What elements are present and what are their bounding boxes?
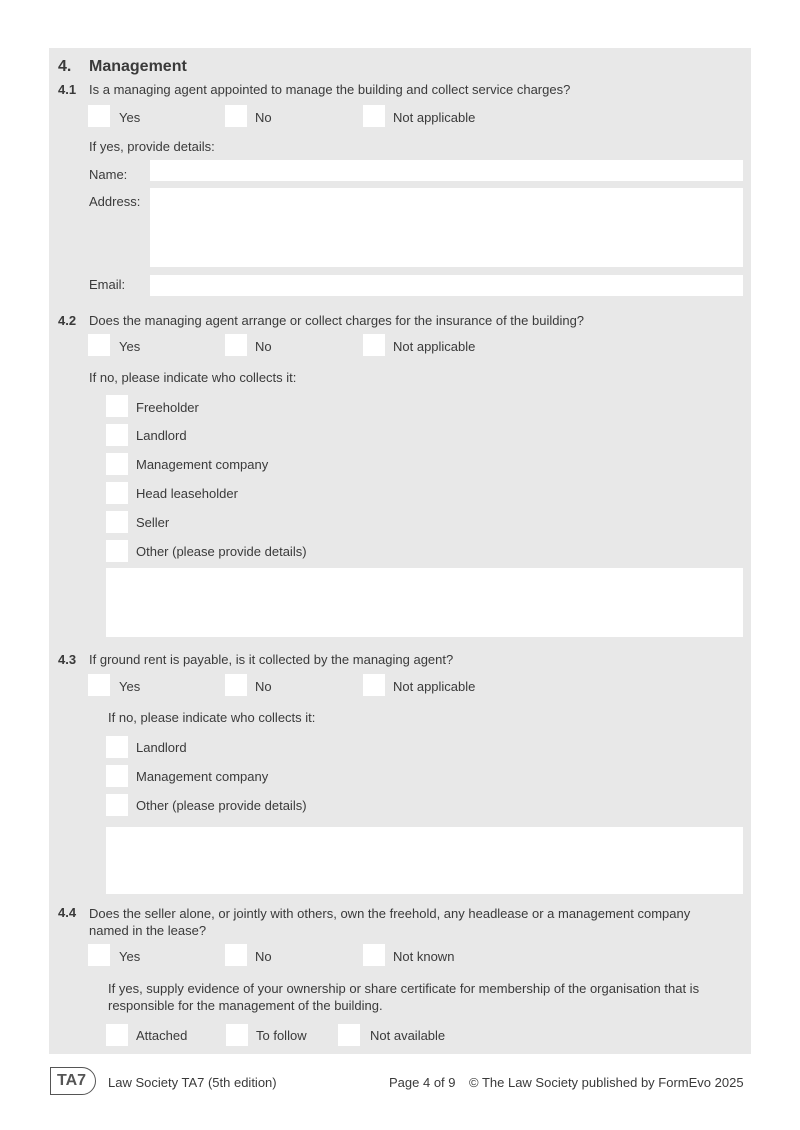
checkbox-4-2-head-leaseholder[interactable] [106,482,128,504]
checkbox-4-4-no[interactable] [225,944,247,966]
collector-label-other: Other (please provide details) [136,798,307,813]
question-number-4-4: 4.4 [58,905,77,920]
checkbox-4-2-landlord[interactable] [106,424,128,446]
question-number-4-2: 4.2 [58,313,77,328]
option-label-attached: Attached [136,1028,188,1043]
option-label-no: No [255,949,272,964]
checkbox-4-1-not-applicable[interactable] [363,105,385,127]
other-details-field-4-3[interactable] [106,827,743,894]
checkbox-4-2-seller[interactable] [106,511,128,533]
collector-label-management-company: Management company [136,769,269,784]
option-label-not-applicable: Not applicable [393,679,476,694]
option-label-no: No [255,110,272,125]
question-text-4-4: Does the seller alone, or jointly with others, own the freehold, any headlease or a management company named in the lease? [89,906,691,938]
checkbox-4-3-no[interactable] [225,674,247,696]
copyright-notice: © The Law Society published by FormEvo 2025 [469,1075,744,1090]
checkbox-4-1-no[interactable] [225,105,247,127]
checkbox-4-1-yes[interactable] [88,105,110,127]
checkbox-4-3-yes[interactable] [88,674,110,696]
checkbox-4-3-landlord[interactable] [106,736,128,758]
page-number: Page 4 of 9 [389,1075,456,1090]
name-field[interactable] [150,160,743,181]
option-label-yes: Yes [119,110,141,125]
address-field[interactable] [150,188,743,267]
checkbox-4-4-attached[interactable] [106,1024,128,1046]
checkbox-4-4-to-follow[interactable] [226,1024,248,1046]
option-label-not-known: Not known [393,949,455,964]
form-logo-text: TA7 [57,1072,87,1089]
checkbox-4-3-other[interactable] [106,794,128,816]
option-label-no: No [255,339,272,354]
checkbox-4-2-management-company[interactable] [106,453,128,475]
option-label-to-follow: To follow [256,1028,307,1043]
collector-label-seller: Seller [136,515,170,530]
name-label: Name: [89,167,128,182]
question-number-4-3: 4.3 [58,652,77,667]
option-label-not-available: Not available [370,1028,446,1043]
address-label: Address: [89,194,141,209]
details-label: If yes, provide details: [89,139,215,154]
option-label-not-applicable: Not applicable [393,339,476,354]
section-number: 4. [58,58,72,75]
other-details-field-4-2[interactable] [106,568,743,637]
if-no-label: If no, please indicate who collects it: [108,710,316,725]
question-text-4-1: Is a managing agent appointed to manage the building and collect service charges? [89,82,571,97]
collector-label-head-leaseholder: Head leaseholder [136,486,238,501]
checkbox-4-2-not-applicable[interactable] [363,334,385,356]
question-text-4-2: Does the managing agent arrange or collect charges for the insurance of the building? [89,313,585,328]
option-label-no: No [255,679,272,694]
option-label-yes: Yes [119,949,141,964]
question-number-4-1: 4.1 [58,82,77,97]
checkbox-4-4-not-available[interactable] [338,1024,360,1046]
form-logo [50,1067,96,1095]
checkbox-4-3-not-applicable[interactable] [363,674,385,696]
collector-label-landlord: Landlord [136,740,187,755]
collector-label-landlord: Landlord [136,428,187,443]
checkbox-4-4-not-known[interactable] [363,944,385,966]
form-edition: Law Society TA7 (5th edition) [108,1075,277,1090]
collector-label-freeholder: Freeholder [136,400,199,415]
section-title: Management [89,58,187,75]
evidence-instructions: If yes, supply evidence of your ownership or share certificate for membership of the organisation that is responsible for the management of the building. [108,981,700,1013]
checkbox-4-4-yes[interactable] [88,944,110,966]
checkbox-4-3-management-company[interactable] [106,765,128,787]
question-text-4-3: If ground rent is payable, is it collected by the managing agent? [89,652,454,667]
if-no-label: If no, please indicate who collects it: [89,370,297,385]
option-label-not-applicable: Not applicable [393,110,476,125]
email-field[interactable] [150,275,743,296]
email-label: Email: [89,277,126,292]
checkbox-4-2-other[interactable] [106,540,128,562]
checkbox-4-2-no[interactable] [225,334,247,356]
collector-label-management-company: Management company [136,457,269,472]
checkbox-4-2-freeholder[interactable] [106,395,128,417]
collector-label-other: Other (please provide details) [136,544,307,559]
checkbox-4-2-yes[interactable] [88,334,110,356]
option-label-yes: Yes [119,679,141,694]
option-label-yes: Yes [119,339,141,354]
